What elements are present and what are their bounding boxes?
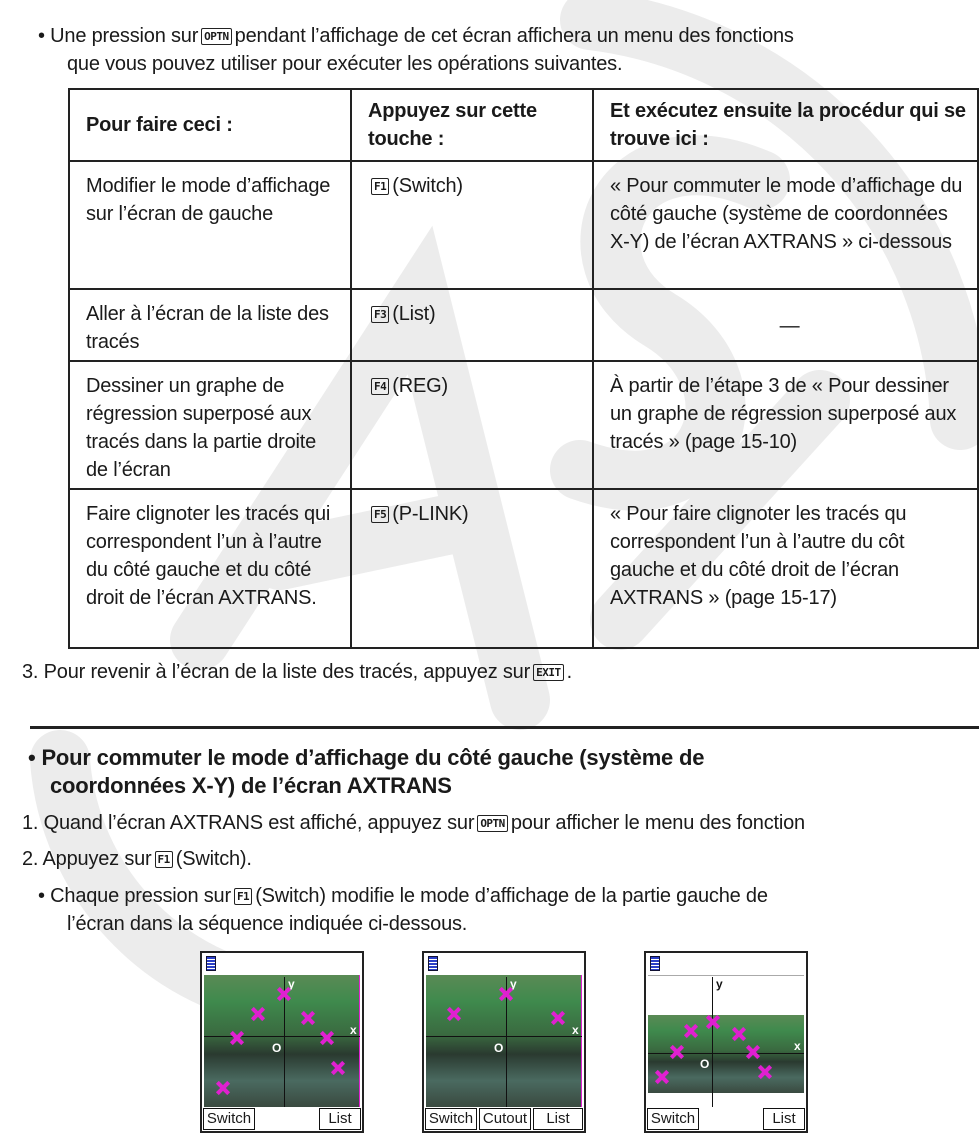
function-table — [68, 88, 979, 649]
key-label: (Switch) — [392, 175, 463, 197]
bullet: • — [38, 885, 45, 907]
text: (Switch) modifie le mode d’affichage de la partie gauche de — [255, 885, 768, 907]
calculator-screen-3 — [644, 951, 808, 1133]
f1-key-icon: F1 — [371, 178, 389, 195]
plot-marker — [230, 1031, 244, 1045]
menu-list[interactable]: List — [763, 1108, 805, 1130]
exit-key-icon: EXIT — [533, 664, 564, 681]
plot-marker — [706, 1015, 720, 1029]
key-cell — [351, 161, 593, 289]
plot-marker — [670, 1045, 684, 1059]
text: Une pression sur — [50, 25, 199, 47]
x-axis-label: x — [572, 1023, 579, 1037]
plot-marker — [499, 987, 513, 1001]
x-axis — [204, 1036, 360, 1037]
plot-marker — [684, 1024, 698, 1038]
key-label: (List) — [392, 303, 436, 325]
menu-switch[interactable]: Switch — [647, 1108, 699, 1130]
frame-line — [648, 975, 804, 976]
text: 2. Appuyez sur — [22, 848, 152, 870]
key-label: (REG) — [392, 375, 448, 397]
y-axis — [712, 977, 713, 1107]
battery-icon — [428, 956, 438, 971]
heading-line: Pour commuter le mode d’affichage du côté gauche (système de — [41, 745, 705, 770]
header-procedure: Et exécutez ensuite la procédur qui se trouve ici : — [593, 89, 978, 161]
plot-marker — [447, 1007, 461, 1021]
x-axis-label: x — [350, 1023, 357, 1037]
action-cell: Aller à l’écran de la liste des tracés — [69, 289, 351, 361]
plot-marker — [732, 1027, 746, 1041]
table-row — [69, 489, 978, 648]
procedure-cell: — — [593, 289, 978, 361]
calculator-screen-2 — [422, 951, 586, 1133]
key-label: (P-LINK) — [392, 503, 469, 525]
text: pour afficher le menu des fonction — [510, 812, 805, 834]
f4-key-icon: F4 — [371, 378, 389, 395]
table-header-row — [69, 89, 978, 161]
table-row — [69, 289, 978, 361]
step-2 — [22, 845, 979, 873]
y-axis-label: y — [716, 977, 723, 991]
f1-key-icon: F1 — [155, 851, 173, 868]
menu-switch[interactable]: Switch — [203, 1108, 255, 1130]
screen-sequence — [200, 951, 979, 1133]
x-axis — [426, 1036, 582, 1037]
battery-icon — [206, 956, 216, 971]
calculator-screen-1 — [200, 951, 364, 1133]
action-cell: Dessiner un graphe de régression superposé aux tracés dans la partie droite de l’écran — [69, 361, 351, 489]
battery-icon — [650, 956, 660, 971]
plot-marker — [551, 1011, 565, 1025]
text: pendant l’affichage de cet écran affichera un menu des fonctions — [234, 25, 794, 47]
key-cell — [351, 289, 593, 361]
procedure-cell: « Pour faire clignoter les tracés qu correspondent l’un à l’autre du côt gauche et du côté droit de l’écran AXTRANS » (page 15-17) — [593, 489, 978, 648]
f1-key-icon: F1 — [234, 888, 252, 905]
origin-label: O — [494, 1041, 504, 1055]
menu-list[interactable]: List — [319, 1108, 361, 1130]
key-cell — [351, 489, 593, 648]
origin-label: O — [272, 1041, 282, 1055]
procedure-cell: « Pour commuter le mode d’affichage du côté gauche (système de coordonnées X-Y) de l’écran AXTRANS » ci-dessous — [593, 161, 978, 289]
plot-marker — [301, 1011, 315, 1025]
f5-key-icon: F5 — [371, 506, 389, 523]
procedure-cell: À partir de l’étape 3 de « Pour dessiner un graphe de régression superposé aux tracés » (page 15-10) — [593, 361, 978, 489]
plot-marker — [331, 1061, 345, 1075]
text: . — [566, 661, 572, 683]
step-3 — [22, 658, 979, 686]
action-cell: Faire clignoter les tracés qui correspondent l’un à l’autre du côté gauche et du côté droit de l’écran AXTRANS. — [69, 489, 351, 648]
bullet: • — [28, 745, 36, 770]
intro-paragraph — [38, 22, 979, 78]
y-axis-label: y — [288, 977, 295, 991]
plot-marker — [655, 1070, 669, 1084]
text: l’écran dans la séquence indiquée ci-dessous. — [67, 913, 468, 935]
text: Chaque pression sur — [50, 885, 231, 907]
menu-switch[interactable]: Switch — [425, 1108, 477, 1130]
plot-marker — [758, 1065, 772, 1079]
header-key: Appuyez sur cette touche : — [351, 89, 593, 161]
origin-label: O — [700, 1057, 710, 1071]
menu-list[interactable]: List — [533, 1108, 583, 1130]
x-axis-label: x — [794, 1039, 801, 1053]
menu-cutout[interactable]: Cutout — [479, 1108, 531, 1130]
plot-marker — [277, 987, 291, 1001]
plot-marker — [746, 1045, 760, 1059]
key-cell — [351, 361, 593, 489]
optn-key-icon: OPTN — [201, 28, 232, 45]
plot-marker — [216, 1081, 230, 1095]
action-cell: Modifier le mode d’affichage sur l’écran de gauche — [69, 161, 351, 289]
plot-marker — [320, 1031, 334, 1045]
section-heading — [28, 744, 979, 800]
header-action: Pour faire ceci : — [69, 89, 351, 161]
bullet: • — [38, 25, 45, 47]
f3-key-icon: F3 — [371, 306, 389, 323]
table-row — [69, 361, 978, 489]
text: que vous pouvez utiliser pour exécuter les opérations suivantes. — [67, 53, 623, 75]
heading-line: coordonnées X-Y) de l’écran AXTRANS — [50, 773, 452, 798]
step-1 — [22, 809, 979, 837]
text: 1. Quand l’écran AXTRANS est affiché, appuyez sur — [22, 812, 475, 834]
optn-key-icon: OPTN — [477, 815, 508, 832]
table-row — [69, 161, 978, 289]
text: (Switch). — [175, 848, 252, 870]
text: 3. Pour revenir à l’écran de la liste des tracés, appuyez sur — [22, 661, 531, 683]
note — [38, 882, 979, 938]
plot-marker — [251, 1007, 265, 1021]
y-axis-label: y — [510, 977, 517, 991]
section-divider — [30, 726, 979, 729]
